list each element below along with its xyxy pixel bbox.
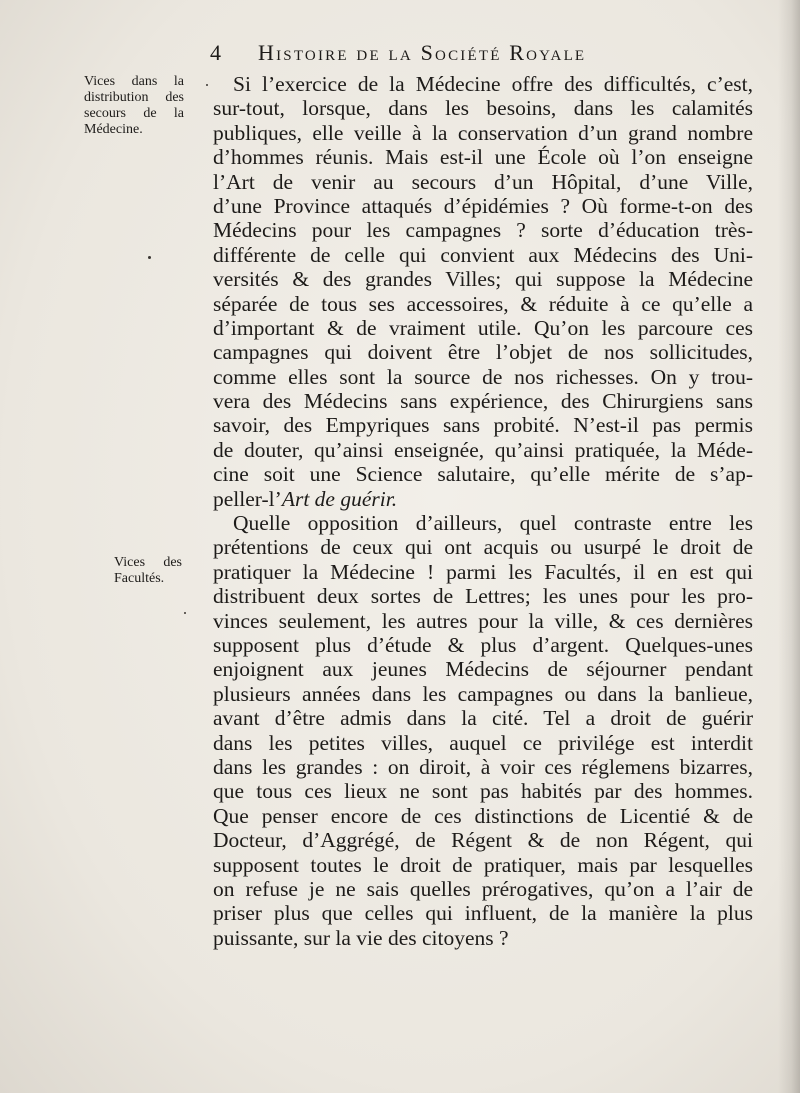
- text-line: Quelle opposition d’ailleurs, quel contraste entre les: [233, 511, 753, 536]
- text-line: vinces seulement, les autres pour la ville, & ces dernières: [213, 608, 753, 633]
- margin-note-line: secours de la: [84, 106, 184, 121]
- text-line: Si l’exercice de la Médecine offre des difficultés, c’est,: [233, 72, 753, 96]
- text-line: dans les grandes : on diroit, à voir ces réglemens bizarres,: [213, 754, 753, 779]
- text-line: vera des Médecins sans expérience, des Chirurgiens sans: [213, 389, 753, 414]
- text-line: comme elles sont la source de nos richesses. On y trou-: [213, 364, 753, 389]
- text-line: d’important & de vraiment utile. Qu’on les parcoure ces: [213, 315, 753, 340]
- text-line: enjoignent aux jeunes Médecins de séjourner pendant: [213, 657, 753, 682]
- text-line: d’hommes réunis. Mais est-il une École où l’on enseigne: [213, 145, 753, 170]
- body-text: [213, 72, 753, 950]
- paper-speck: [148, 256, 151, 259]
- text-line: versités & des grandes Villes; qui suppose la Médecine: [213, 267, 753, 292]
- text-line: de douter, qu’ainsi enseignée, qu’ainsi pratiquée, la Méde-: [213, 437, 753, 462]
- text-line: puissante, sur la vie des citoyens ?: [213, 925, 509, 950]
- paper-speck: [184, 612, 186, 614]
- text-line: publiques, elle veille à la conservation d’un grand nombre: [213, 120, 753, 145]
- text-line: supposent toutes le droit de pratiquer, mais par lesquelles: [213, 852, 753, 877]
- text-line: Médecins pour les campagnes ? sorte d’éducation très-: [213, 218, 753, 243]
- text-line: Docteur, d’Aggrégé, de Régent & de non Régent, qui: [213, 828, 753, 853]
- page-header: [210, 40, 770, 70]
- margin-note-line: Médecine.: [84, 122, 143, 137]
- text-line: priser plus que celles qui influent, de la manière la plus: [213, 901, 753, 926]
- text-line: prétentions de ceux qui ont acquis ou usurpé le droit de: [213, 535, 753, 560]
- text-line: que tous ces lieux ne sont pas habités par des hommes.: [213, 779, 753, 804]
- text-line: savoir, des Empyriques sans probité. N’est-il pas permis: [213, 413, 753, 438]
- text-line: avant d’être admis dans la cité. Tel a droit de guérir: [213, 706, 753, 731]
- text-fragment: peller-l’: [213, 486, 282, 511]
- running-title: Histoire de la Société Royale: [258, 40, 587, 65]
- text-line: l’Art de venir au secours d’un Hôpital, d’une Ville,: [213, 169, 753, 194]
- italic-phrase: Art de guérir.: [281, 486, 398, 511]
- text-line: séparée de tous ses accessoires, & réduite à ce qu’elle a: [213, 291, 753, 316]
- margin-note-line: distribution des: [84, 90, 184, 105]
- margin-note-line: Facultés.: [114, 571, 165, 586]
- margin-note-line: Vices dans la: [84, 74, 184, 89]
- text-line: dans les petites villes, auquel ce privilége est interdit: [213, 730, 753, 755]
- text-line: cine soit une Science salutaire, qu’elle mérite de s’ap-: [213, 462, 753, 487]
- text-line: Que penser encore de ces distinctions de Licentié & de: [213, 803, 753, 828]
- margin-note-distribution: [84, 74, 184, 138]
- page-number: 4: [210, 40, 223, 65]
- text-line-final: [213, 487, 753, 511]
- paragraph-2: [213, 511, 753, 950]
- text-line: pratiquer la Médecine ! parmi les Facultés, il en est qui: [213, 559, 753, 584]
- text-line: d’une Province attaqués d’épidémies ? Où forme-t-on des: [213, 193, 753, 218]
- text-line: différente de celle qui convient aux Médecins des Uni-: [213, 242, 753, 267]
- text-line: on refuse je ne sais quelles prérogatives, qu’on a l’air de: [213, 876, 753, 901]
- paragraph-1: [213, 72, 753, 511]
- margin-note-facultes: [114, 555, 182, 587]
- page-gutter-shadow: [778, 0, 800, 1093]
- text-line: supposent plus d’étude & plus d’argent. Quelques-unes: [213, 632, 753, 657]
- paper-speck: [206, 84, 208, 86]
- text-line: sur-tout, lorsque, dans les besoins, dans les calamités: [213, 96, 753, 121]
- text-line: distribuent deux sortes de Lettres; les unes pour les pro-: [213, 584, 753, 609]
- text-line: campagnes qui doivent être l’objet de nos sollicitudes,: [213, 340, 753, 365]
- margin-note-line: Vices des: [114, 555, 182, 570]
- text-line: plusieurs années dans les campagnes ou dans la banlieue,: [213, 681, 753, 706]
